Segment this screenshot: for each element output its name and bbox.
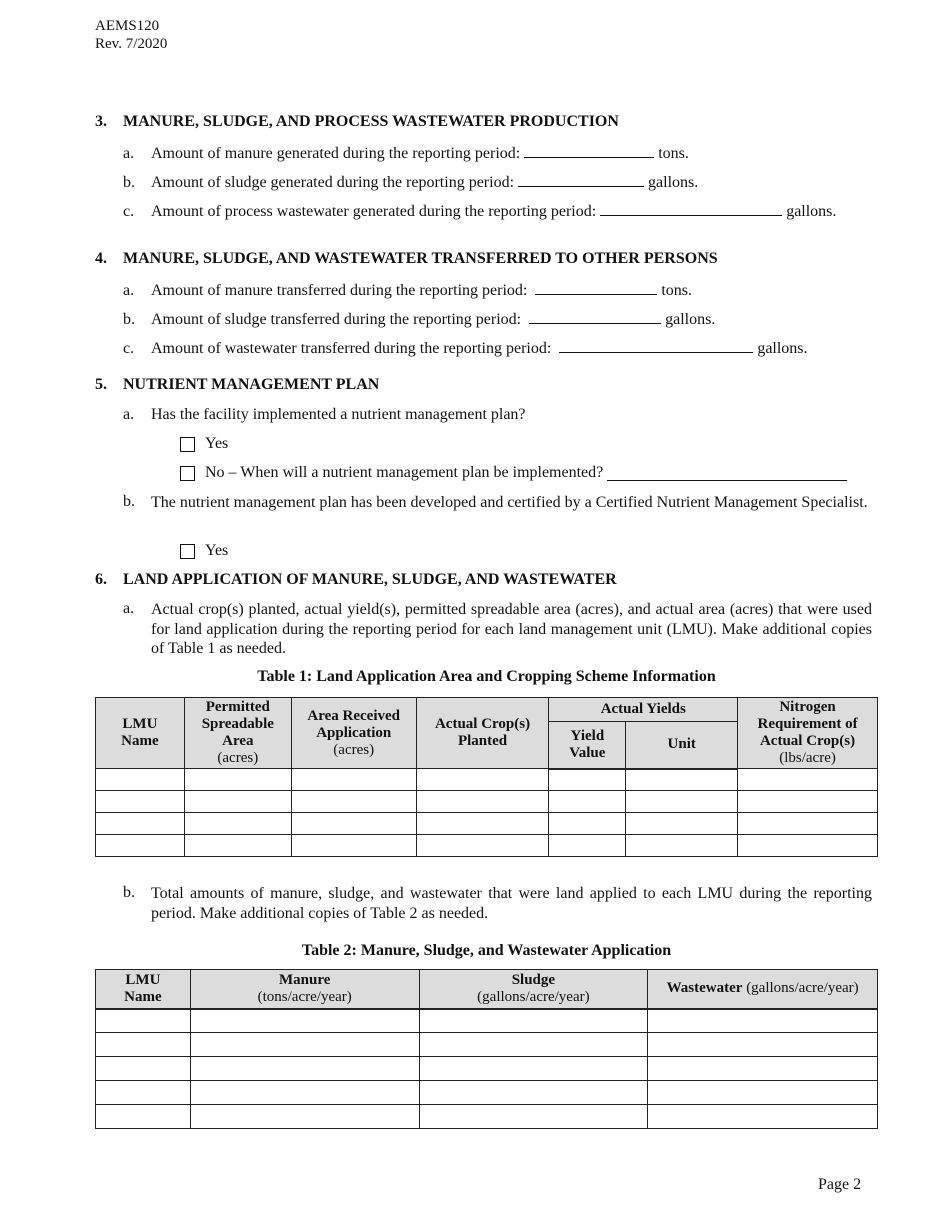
- t2-cell[interactable]: [648, 1057, 878, 1081]
- sludge-generated-field[interactable]: [518, 172, 644, 187]
- section-6a-letter: a.: [123, 600, 135, 617]
- table-row: [96, 1033, 878, 1057]
- t1-cell[interactable]: [549, 769, 626, 791]
- t1-cell[interactable]: [416, 835, 549, 857]
- t2-cell[interactable]: [648, 1105, 878, 1129]
- t1-header-unit: Unit: [626, 722, 738, 769]
- section-4c: c. Amount of wastewater transferred during the reporting period: gallons.: [123, 340, 808, 357]
- t2-cell[interactable]: [419, 1033, 648, 1057]
- t1-cell[interactable]: [738, 769, 878, 791]
- page-number: Page 2: [818, 1176, 862, 1193]
- table-row: [96, 813, 878, 835]
- form-header: [95, 17, 167, 53]
- t2-cell[interactable]: [190, 1081, 419, 1105]
- t1-header-actual-yields: Actual Yields: [549, 698, 738, 722]
- t1-header-actual-crops: Actual Crop(s) Planted: [416, 698, 549, 769]
- t2-cell[interactable]: [190, 1057, 419, 1081]
- t2-header-sludge: Sludge (gallons/acre/year): [419, 970, 648, 1009]
- table-row: [96, 791, 878, 813]
- table-1: [95, 697, 878, 857]
- t2-cell[interactable]: [96, 1033, 191, 1057]
- t2-cell[interactable]: [190, 1009, 419, 1033]
- t1-cell[interactable]: [96, 813, 185, 835]
- t2-cell[interactable]: [190, 1033, 419, 1057]
- t1-cell[interactable]: [549, 835, 626, 857]
- t2-cell[interactable]: [96, 1057, 191, 1081]
- section-3a: a. Amount of manure generated during the reporting period: tons.: [123, 145, 689, 162]
- t1-cell[interactable]: [738, 835, 878, 857]
- t1-cell[interactable]: [291, 835, 416, 857]
- table-1-caption: Table 1: Land Application Area and Cropping Scheme Information: [257, 668, 716, 685]
- t1-cell[interactable]: [416, 769, 549, 791]
- manure-transferred-field[interactable]: [535, 280, 657, 295]
- table-row: [96, 1057, 878, 1081]
- t1-cell[interactable]: [416, 791, 549, 813]
- t2-cell[interactable]: [419, 1081, 648, 1105]
- t1-cell[interactable]: [291, 813, 416, 835]
- t1-header-area-received: Area Received Application (acres): [291, 698, 416, 769]
- nmp-certified-yes-checkbox[interactable]: [180, 544, 195, 559]
- table-2-caption: Table 2: Manure, Sludge, and Wastewater Application: [301, 942, 672, 959]
- section-3c: c. Amount of process wastewater generated during the reporting period: gallons.: [123, 203, 837, 220]
- section-6b-letter: b.: [123, 884, 135, 901]
- section-4a: a. Amount of manure transferred during the reporting period: tons.: [123, 282, 692, 299]
- t2-cell[interactable]: [190, 1105, 419, 1129]
- t2-header-wastewater: Wastewater (gallons/acre/year): [648, 970, 878, 1009]
- section-3b: b. Amount of sludge generated during the reporting period: gallons.: [123, 174, 699, 191]
- t1-cell[interactable]: [96, 769, 185, 791]
- t2-cell[interactable]: [96, 1009, 191, 1033]
- t1-cell[interactable]: [738, 813, 878, 835]
- t1-header-nitrogen-requirement: Nitrogen Requirement of Actual Crop(s) (lbs/acre): [738, 698, 878, 769]
- t1-cell[interactable]: [626, 813, 738, 835]
- table-2: [95, 969, 878, 1129]
- t1-cell[interactable]: [626, 835, 738, 857]
- section-4b: b. Amount of sludge transferred during the reporting period: gallons.: [123, 311, 716, 328]
- wastewater-transferred-field[interactable]: [559, 338, 753, 353]
- table-row: [96, 1009, 878, 1033]
- nmp-implemented-yes-option: Yes: [180, 435, 228, 453]
- t1-cell[interactable]: [184, 813, 291, 835]
- t1-header-permitted-area: Permitted Spreadable Area (acres): [184, 698, 291, 769]
- nmp-certified-yes-option: Yes: [180, 542, 228, 560]
- t2-header-lmu-name: LMU Name: [96, 970, 191, 1009]
- t1-cell[interactable]: [291, 769, 416, 791]
- nmp-implemented-no-option: No – When will a nutrient management plan be implemented?: [180, 464, 847, 482]
- t2-cell[interactable]: [648, 1081, 878, 1105]
- section-3-heading: 3. MANURE, SLUDGE, AND PROCESS WASTEWATER PRODUCTION: [95, 113, 619, 130]
- t2-cell[interactable]: [419, 1105, 648, 1129]
- t1-header-yield-value: Yield Value: [549, 722, 626, 769]
- table-row: [96, 1081, 878, 1105]
- section-6-heading: 6. LAND APPLICATION OF MANURE, SLUDGE, AND WASTEWATER: [95, 571, 617, 588]
- t1-cell[interactable]: [184, 769, 291, 791]
- t2-cell[interactable]: [96, 1105, 191, 1129]
- sludge-transferred-field[interactable]: [529, 309, 661, 324]
- t1-cell[interactable]: [96, 791, 185, 813]
- t1-cell[interactable]: [549, 813, 626, 835]
- table-row: [96, 835, 878, 857]
- section-4-heading: 4. MANURE, SLUDGE, AND WASTEWATER TRANSFERRED TO OTHER PERSONS: [95, 250, 718, 267]
- t1-cell[interactable]: [626, 791, 738, 813]
- t1-header-lmu-name: LMU Name: [96, 698, 185, 769]
- nmp-implementation-date-field[interactable]: [607, 466, 847, 481]
- section-6a-text: Actual crop(s) planted, actual yield(s), permitted spreadable area (acres), and actual area (acres) that were used for land application during the reporting period for each land management unit (LMU). Make additional copies of Table 1 as needed.: [151, 601, 872, 657]
- form-revision: Rev. 7/2020: [95, 36, 168, 52]
- table-row: [96, 769, 878, 791]
- t1-cell[interactable]: [184, 791, 291, 813]
- section-5b-letter: b.: [123, 493, 135, 510]
- t1-cell[interactable]: [549, 791, 626, 813]
- t1-cell[interactable]: [184, 835, 291, 857]
- t1-cell[interactable]: [96, 835, 185, 857]
- t2-cell[interactable]: [96, 1081, 191, 1105]
- t2-cell[interactable]: [419, 1057, 648, 1081]
- t2-cell[interactable]: [648, 1033, 878, 1057]
- section-5-heading: 5. NUTRIENT MANAGEMENT PLAN: [95, 376, 380, 393]
- wastewater-generated-field[interactable]: [600, 201, 782, 216]
- t1-cell[interactable]: [626, 769, 738, 791]
- manure-generated-field[interactable]: [524, 143, 654, 158]
- t2-cell[interactable]: [648, 1009, 878, 1033]
- t2-cell[interactable]: [419, 1009, 648, 1033]
- section-6b-text: Total amounts of manure, sludge, and wastewater that were land applied to each LMU during the reporting period. Make additional copies of Table 2 as needed.: [151, 885, 872, 922]
- t2-header-manure: Manure (tons/acre/year): [190, 970, 419, 1009]
- t1-cell[interactable]: [291, 791, 416, 813]
- form-code: AEMS120: [95, 18, 160, 34]
- section-5a: a. Has the facility implemented a nutrient management plan?: [123, 406, 526, 423]
- table-row: [96, 1105, 878, 1129]
- nmp-implemented-yes-checkbox[interactable]: [180, 437, 195, 452]
- t1-cell[interactable]: [738, 791, 878, 813]
- section-5b-text: The nutrient management plan has been developed and certified by a Certified Nutrient Management Specialist.: [151, 494, 868, 511]
- nmp-implemented-no-checkbox[interactable]: [180, 466, 195, 481]
- t1-cell[interactable]: [416, 813, 549, 835]
